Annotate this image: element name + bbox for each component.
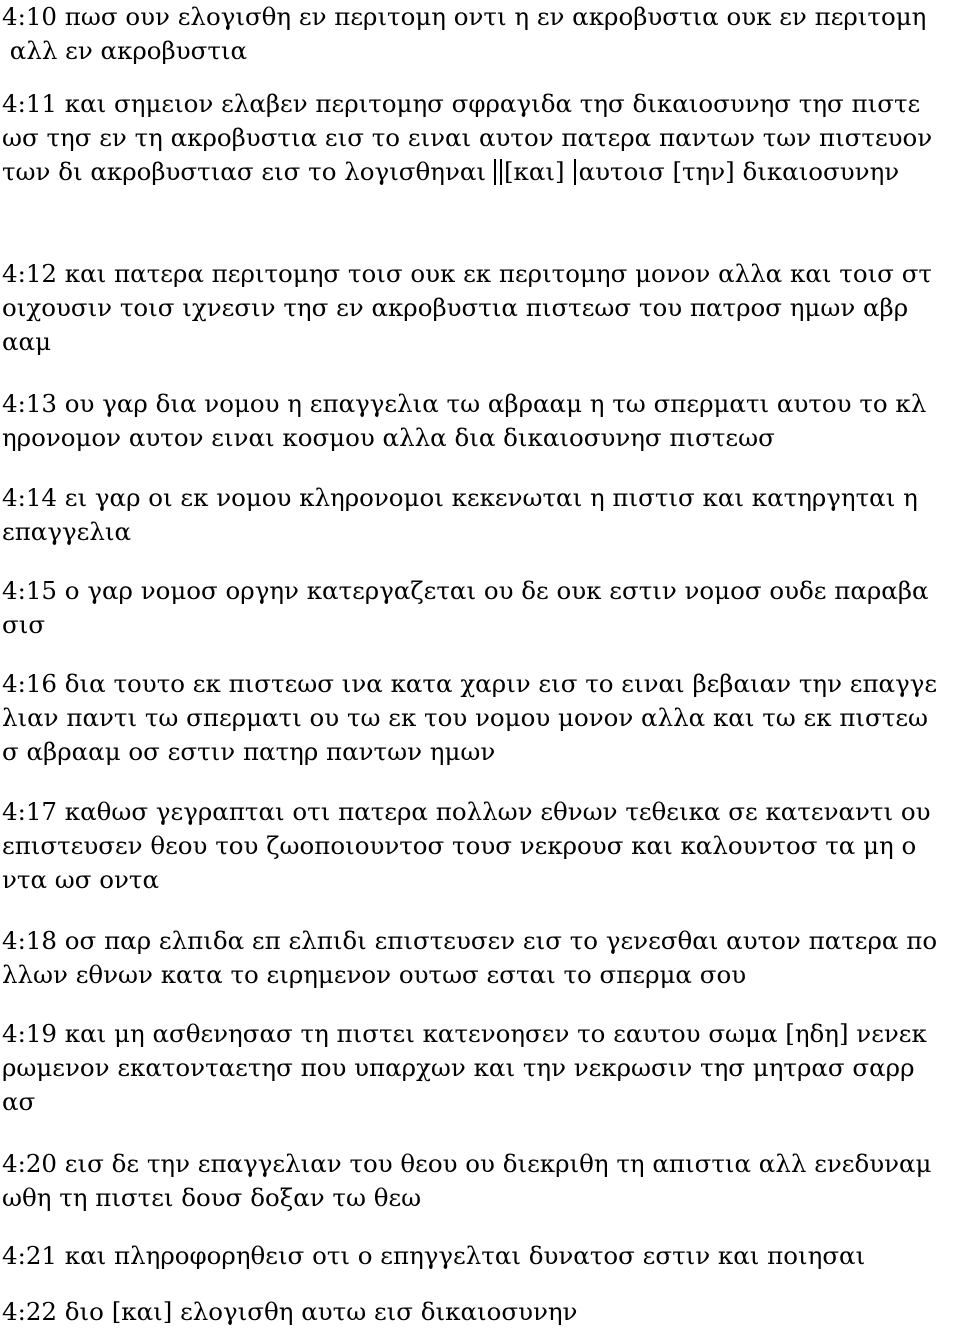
verse-4-21 — [2, 1239, 958, 1273]
verse-text: αυτοισ [την] δικαιοσυνην — [578, 157, 900, 186]
verse-line: οιχουσιν τοισ ιχνεσιν τησ εν ακροβυστια πιστεωσ του πατροσ ημων αβρ — [2, 293, 909, 322]
verse-line: 4:10 πωσ ουν ελογισθη εν περιτομη οντι η εν ακροβυστια ουκ εν περιτομη — [2, 2, 927, 31]
verse-line: 4:14 ει γαρ οι εκ νομου κληρονομοι κεκενωται η πιστισ και κατηργηται η — [2, 483, 918, 512]
verse-line: επαγγελια — [2, 517, 131, 546]
verse-4-12 — [2, 257, 958, 359]
verse-line: 4:17 καθωσ γεγραπται οτι πατερα πολλων εθνων τεθεικα σε κατεναντι ου — [2, 797, 931, 826]
verse-line: ααμ — [2, 327, 52, 356]
verse-line: λιαν παντι τω σπερματι ου τω εκ του νομου μονον αλλα και τω εκ πιστεω — [2, 703, 928, 732]
verse-line: ρωμενον εκατονταετησ που υπαρχων και την νεκρωσιν τησ μητρασ σαρρ — [2, 1053, 915, 1082]
verse-4-20 — [2, 1147, 958, 1215]
verse-line: 4:18 οσ παρ ελπιδα επ ελπιδι επιστευσεν εισ το γενεσθαι αυτον πατερα πο — [2, 926, 938, 955]
verse-4-17 — [2, 795, 958, 897]
verse-line: 4:12 και πατερα περιτομησ τοισ ουκ εκ περιτομησ μονον αλλα και τοισ στ — [2, 259, 932, 288]
separator-bar — [574, 159, 576, 185]
verse-line: σισ — [2, 610, 46, 639]
verse-4-18 — [2, 924, 958, 992]
verse-line: 4:15 ο γαρ νομοσ οργην κατεργαζεται ου δε ουκ εστιν νομοσ ουδε παραβα — [2, 576, 929, 605]
verse-line: ασ — [2, 1087, 36, 1116]
verse-line: αλλ εν ακροβυστια — [2, 36, 248, 65]
verse-line: ωσ τησ εν τη ακροβυστια εισ το ειναι αυτον πατερα παντων των πιστευον — [2, 123, 933, 152]
verse-text: των δι ακροβυστιασ εισ το λογισθηναι — [2, 157, 486, 186]
separator-bar — [500, 159, 502, 185]
verse-line: 4:13 ου γαρ δια νομου η επαγγελια τω αβρααμ η τω σπερματι αυτου το κλ — [2, 389, 927, 418]
verse-text: [και] — [504, 157, 565, 186]
verse-line: ηρονομον αυτον ειναι κοσμου αλλα δια δικαιοσυνησ πιστεωσ — [2, 423, 775, 452]
verse-4-19 — [2, 1017, 958, 1119]
verse-4-10 — [2, 0, 958, 68]
verse-line: ντα ωσ οντα — [2, 865, 160, 894]
verse-line: ωθη τη πιστει δουσ δοξαν τω θεω — [2, 1183, 422, 1212]
verse-line: 4:21 και πληροφορηθεισ οτι ο επηγγελται δυνατοσ εστιν και ποιησαι — [2, 1241, 866, 1270]
verse-line: λλων εθνων κατα το ειρημενον ουτωσ εσται το σπερμα σου — [2, 960, 747, 989]
verse-line: 4:16 δια τουτο εκ πιστεωσ ινα κατα χαριν εισ το ειναι βεβαιαν την επαγγε — [2, 669, 938, 698]
verse-4-13 — [2, 387, 958, 455]
verse-line: σ αβρααμ οσ εστιν πατηρ παντων ημων — [2, 737, 496, 766]
verse-line: 4:20 εισ δε την επαγγελιαν του θεου ου διεκριθη τη απιστια αλλ ενεδυναμ — [2, 1149, 932, 1178]
verse-4-22 — [2, 1295, 958, 1329]
separator-bar — [494, 159, 496, 185]
verse-4-15 — [2, 574, 958, 642]
verse-4-16 — [2, 667, 958, 769]
verse-line: 4:19 και μη ασθενησασ τη πιστει κατενοησεν το εαυτου σωμα [ηδη] νενεκ — [2, 1019, 927, 1048]
verse-line: επιστευσεν θεου του ζωοποιουντοσ τουσ νεκρουσ και καλουντοσ τα μη ο — [2, 831, 917, 860]
verse-line: 4:11 και σημειον ελαβεν περιτομησ σφραγιδα τησ δικαιοσυνησ τησ πιστε — [2, 89, 921, 118]
verse-line — [2, 155, 958, 189]
verse-4-11 — [2, 87, 958, 189]
verse-line: 4:22 διο [και] ελογισθη αυτω εισ δικαιοσυνην — [2, 1297, 578, 1326]
verse-4-14 — [2, 481, 958, 549]
